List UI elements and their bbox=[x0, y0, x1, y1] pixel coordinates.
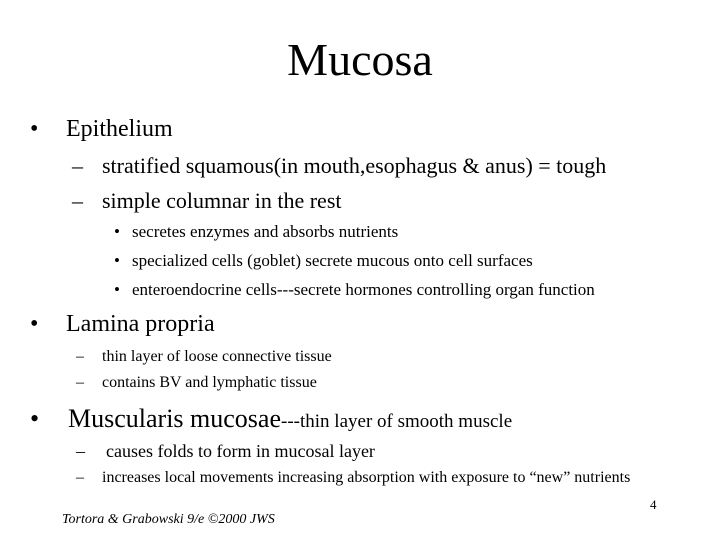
subsubitem-specialized-text: specialized cells (goblet) secrete mucous onto cell surfaces bbox=[132, 251, 533, 270]
dash-marker: – bbox=[76, 441, 85, 461]
subsubitem-enteroendocrine-text: enteroendocrine cells---secrete hormones controlling organ function bbox=[132, 280, 595, 299]
bullet-dot: • bbox=[30, 404, 40, 433]
dash-marker: – bbox=[76, 348, 84, 365]
bullet-dot: • bbox=[30, 311, 39, 337]
subitem-local-movements bbox=[76, 469, 630, 487]
subitem-thin-layer bbox=[76, 348, 332, 366]
bullet-dot-small: • bbox=[114, 280, 120, 299]
subsubitem-secretes-text: secretes enzymes and absorbs nutrients bbox=[132, 222, 399, 241]
bullet-lamina-propria bbox=[30, 311, 215, 338]
bullet-muscularis-tail: ---thin layer of smooth muscle bbox=[281, 411, 513, 432]
footer-credit: Tortora & Grabowski 9/e ©2000 JWS bbox=[62, 512, 275, 527]
subitem-bv-lymphatic bbox=[76, 374, 317, 392]
dash-marker: – bbox=[76, 374, 84, 391]
slide-title: Mucosa bbox=[287, 34, 433, 85]
subsubitem-enteroendocrine bbox=[114, 280, 595, 300]
dash-marker: – bbox=[72, 188, 83, 213]
subitem-bv-lymphatic-text: contains BV and lymphatic tissue bbox=[102, 374, 317, 391]
bullet-dot-small: • bbox=[114, 251, 120, 270]
dash-marker: – bbox=[72, 153, 83, 178]
bullet-epithelium-label: Epithelium bbox=[66, 116, 173, 142]
subitem-local-movements-text: increases local movements increasing absorption with exposure to “new” nutrients bbox=[102, 469, 631, 486]
subsubitem-secretes bbox=[114, 222, 398, 242]
subsubitem-specialized bbox=[114, 251, 533, 271]
subitem-thin-layer-text: thin layer of loose connective tissue bbox=[102, 348, 332, 365]
bullet-muscularis-mucosae bbox=[30, 404, 512, 434]
subitem-stratified-text: stratified squamous(in mouth,esophagus & anus) = tough bbox=[102, 153, 607, 178]
subitem-causes-folds-text: causes folds to form in mucosal layer bbox=[106, 441, 375, 461]
subitem-causes-folds bbox=[76, 441, 375, 462]
bullet-dot-small: • bbox=[114, 222, 120, 241]
subitem-simple-columnar-text: simple columnar in the rest bbox=[102, 188, 342, 213]
page-number: 4 bbox=[650, 497, 657, 512]
subitem-stratified bbox=[72, 153, 606, 179]
subitem-simple-columnar bbox=[72, 188, 342, 214]
bullet-epithelium bbox=[30, 116, 173, 143]
dash-marker: – bbox=[76, 469, 84, 486]
bullet-lamina-propria-label: Lamina propria bbox=[66, 311, 215, 337]
bullet-muscularis-label: Muscularis mucosae bbox=[68, 404, 282, 433]
bullet-dot: • bbox=[30, 116, 39, 142]
